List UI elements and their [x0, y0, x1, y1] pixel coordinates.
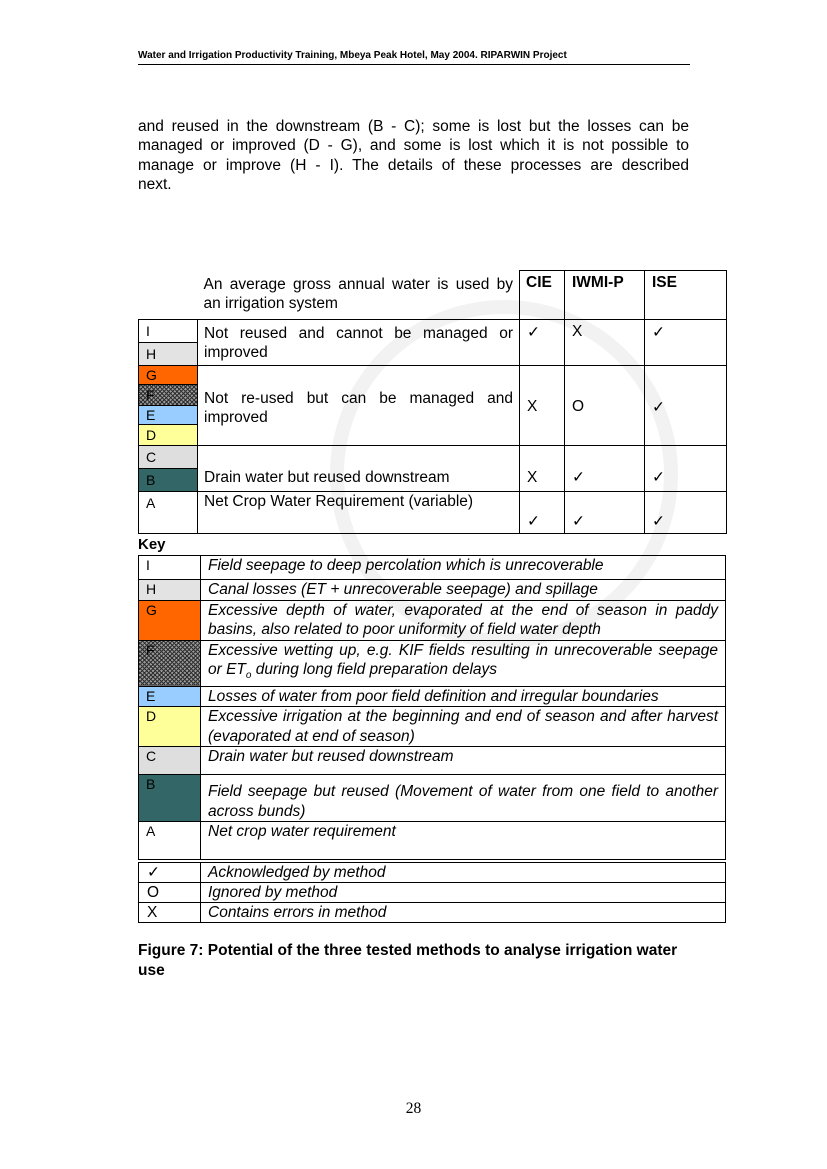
- group-description: Not reused and cannot be managed or improved: [198, 320, 520, 366]
- column-header-iwmi-p: IWMI-P: [565, 271, 645, 320]
- key-code: C: [139, 747, 201, 775]
- cell-mark: X: [565, 320, 645, 366]
- cell-mark: ✓: [645, 320, 727, 366]
- category-code-e: E: [139, 406, 198, 425]
- key-code: E: [139, 686, 201, 707]
- group-description: Net Crop Water Requirement (variable): [198, 492, 520, 534]
- key-description: Field seepage but reused (Movement of water from one field to another across bunds): [201, 775, 726, 822]
- group-description: Drain water but reused downstream: [198, 446, 520, 492]
- key-description: Drain water but reused downstream: [201, 747, 726, 775]
- legend-description: Ignored by method: [201, 883, 726, 903]
- cell-mark: O: [565, 366, 645, 446]
- category-code-c: C: [139, 446, 198, 469]
- figure-caption: Figure 7: Potential of the three tested methods to analyse irrigation water use: [138, 942, 678, 979]
- legend-description: Contains errors in method: [201, 903, 726, 923]
- cell-mark: ✓: [565, 446, 645, 492]
- table-header-description: An average gross annual water is used by an irrigation system: [198, 271, 520, 320]
- cell-mark: ✓: [645, 492, 727, 534]
- category-code-h: H: [139, 343, 198, 366]
- legend-symbol: ✓: [139, 863, 201, 883]
- key-code: G: [139, 600, 201, 640]
- key-description: Canal losses (ET + unrecoverable seepage) and spillage: [201, 580, 726, 601]
- cell-mark: ✓: [645, 446, 727, 492]
- intro-line: next.: [138, 175, 172, 193]
- column-header-ise: ISE: [645, 271, 727, 320]
- group-description: Not re-used but can be managed and improved: [198, 366, 520, 446]
- intro-paragraph: [138, 117, 689, 194]
- key-code: B: [139, 775, 201, 822]
- symbol-legend-table: [138, 862, 726, 923]
- column-header-cie: CIE: [520, 271, 565, 320]
- key-title: Key: [138, 536, 166, 553]
- cell-mark: ✓: [520, 320, 565, 366]
- cell-mark: X: [520, 446, 565, 492]
- key-code: D: [139, 707, 201, 747]
- page-number: 28: [405, 1100, 422, 1117]
- legend-symbol: O: [139, 883, 201, 903]
- key-table: [138, 555, 726, 860]
- key-description: Field seepage to deep percolation which is unrecoverable: [201, 556, 726, 580]
- category-code-i: I: [139, 320, 198, 343]
- key-code: I: [139, 556, 201, 580]
- category-code-a: A: [139, 492, 198, 534]
- legend-description: Acknowledged by method: [201, 863, 726, 883]
- cell-mark: ✓: [565, 492, 645, 534]
- key-description: Excessive wetting up, e.g. KIF fields resulting in unrecoverable seepage or $ET_o$ during long field preparation delays: [201, 640, 726, 686]
- key-code: F: [139, 640, 201, 686]
- key-description: Losses of water from poor field definition and irregular boundaries: [201, 686, 726, 707]
- cell-mark: ✓: [520, 492, 565, 534]
- water-use-table: [138, 270, 727, 534]
- key-description: Excessive depth of water, evaporated at the end of season in paddy basins, also related to poor uniformity of field water depth: [201, 600, 726, 640]
- key-code: H: [139, 580, 201, 601]
- category-code-d: D: [139, 425, 198, 446]
- legend-symbol: X: [139, 903, 201, 923]
- page-header: Water and Irrigation Productivity Training, Mbeya Peak Hotel, May 2004. RIPARWIN Project: [138, 50, 690, 65]
- category-code-f: F: [139, 385, 198, 406]
- intro-line: managed or improved (D - G), and some is lost which it is not possible to: [138, 137, 689, 155]
- category-code-b: B: [139, 469, 198, 492]
- key-description: Net crop water requirement: [201, 822, 726, 860]
- key-code: A: [139, 822, 201, 860]
- key-description: Excessive irrigation at the beginning and end of season and after harvest (evaporated at end of season): [201, 707, 726, 747]
- cell-mark: ✓: [645, 366, 727, 446]
- intro-line: and reused in the downstream (B - C); some is lost but the losses can be: [138, 118, 689, 135]
- intro-line: manage or improve (H - I). The details of these processes are described: [138, 156, 689, 174]
- category-code-g: G: [139, 366, 198, 385]
- cell-mark: X: [520, 366, 565, 446]
